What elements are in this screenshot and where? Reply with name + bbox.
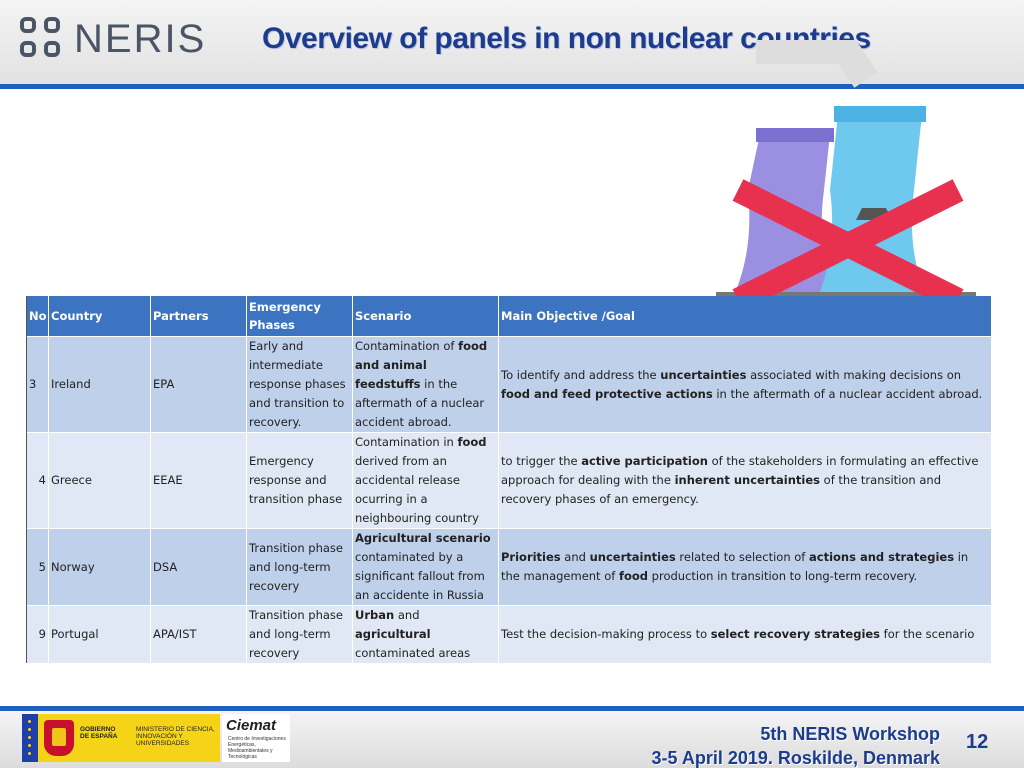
emphasis-text: agricultural <box>355 627 431 641</box>
neris-logo <box>20 17 206 61</box>
workshop-info <box>652 722 940 770</box>
emphasis-text: Agricultural scenario <box>355 531 491 545</box>
body-text: for the scenario <box>880 627 975 641</box>
body-text: Test the decision-making process to <box>501 627 711 641</box>
workshop-name: 5th NERIS Workshop <box>760 724 940 744</box>
cell-country: Greece <box>49 433 151 529</box>
ciemat-subtitle: Centro de Investigaciones Energéticas, Medioambientales y Tecnológicas <box>228 736 286 760</box>
ciemat-name: Ciemat <box>226 717 277 734</box>
header-country: Country <box>49 296 151 337</box>
workshop-date-location: 3-5 April 2019. Roskilde, Denmark <box>651 748 940 768</box>
spain-crest-icon <box>44 720 74 756</box>
header-goal: Main Objective /Goal <box>499 296 992 337</box>
page-title: Overview of panels in non nuclear countries <box>262 22 871 55</box>
neris-logo-icon <box>20 17 64 61</box>
page-number: 12 <box>966 731 989 753</box>
cell-country: Norway <box>49 529 151 606</box>
emphasis-text: uncertainties <box>660 367 747 382</box>
ministerio-label: MINISTERIO DE CIENCIA, INNOVACIÓN Y UNIVERSIDADES <box>136 726 215 747</box>
cell-phases: Early and intermediate response phases and transition to recovery. <box>247 337 353 433</box>
body-text: in the management of <box>501 550 969 583</box>
cell-phases: Emergency response and transition phase <box>247 433 353 529</box>
cell-phases: Transition phase and long-term recovery <box>247 606 353 664</box>
body-text: related to selection of <box>675 550 810 564</box>
cell-partners: APA/IST <box>151 606 247 664</box>
body-text: contaminated by a significant fallout from an accidente in Russia <box>355 550 485 602</box>
body-text: of the transition and recovery phases of an emergency. <box>501 473 942 506</box>
cell-scenario <box>353 433 499 529</box>
header-no: No <box>27 296 49 337</box>
header-scenario: Scenario <box>353 296 499 337</box>
header-phases: Emergency Phases <box>247 296 353 337</box>
logo-text: NERIS <box>74 16 207 61</box>
emphasis-text: select recovery strategies <box>710 627 881 641</box>
cell-country: Portugal <box>49 606 151 664</box>
body-text: Contamination in <box>355 435 458 449</box>
table-row <box>27 606 992 664</box>
body-text: of the stakeholders in formulating an effective approach for dealing with the <box>501 454 979 487</box>
cell-no: 4 <box>27 433 49 529</box>
body-text: in the aftermath of a nuclear accident abroad. <box>355 377 485 429</box>
nuclear-plant-icon <box>696 40 996 325</box>
header-partners: Partners <box>151 296 247 337</box>
emphasis-text: inherent uncertainties <box>674 473 820 487</box>
cell-goal <box>499 337 992 433</box>
cell-phases: Transition phase and long-term recovery <box>247 529 353 606</box>
gobierno-label: GOBIERNO DE ESPAÑA <box>80 726 118 740</box>
emphasis-text: food <box>457 435 487 449</box>
table-row <box>27 529 992 606</box>
body-text: Contamination of <box>355 339 459 353</box>
body-text: contaminated areas <box>355 646 471 660</box>
table-row <box>27 337 992 433</box>
cell-no: 3 <box>27 337 49 433</box>
body-text: associated with making decisions on <box>746 367 962 382</box>
body-text: and <box>394 608 420 622</box>
cell-partners: EPA <box>151 337 247 433</box>
cell-no: 9 <box>27 606 49 664</box>
body-text: in the aftermath of a nuclear accident abroad. <box>712 386 983 401</box>
cell-country: Ireland <box>49 337 151 433</box>
cell-no: 5 <box>27 529 49 606</box>
cell-partners: DSA <box>151 529 247 606</box>
panels-table <box>26 296 992 663</box>
table-header-row <box>27 296 992 337</box>
cell-partners: EEAE <box>151 433 247 529</box>
emphasis-text: Priorities <box>501 550 561 564</box>
body-text: production in transition to long-term recovery. <box>648 569 918 583</box>
cell-scenario <box>353 606 499 664</box>
emphasis-text: food and animal feedstuffs <box>355 339 488 391</box>
body-text: derived from an accidental release ocurring in a neighbouring country <box>355 454 479 525</box>
cell-scenario <box>353 529 499 606</box>
emphasis-text: uncertainties <box>589 550 676 564</box>
emphasis-text: active participation <box>581 454 708 468</box>
emphasis-text: food and feed protective actions <box>501 386 713 401</box>
table-row <box>27 433 992 529</box>
body-text: and <box>560 550 590 564</box>
cell-scenario <box>353 337 499 433</box>
spain-flag-icon <box>22 714 38 762</box>
emphasis-text: actions and strategies <box>809 550 955 564</box>
cell-goal <box>499 433 992 529</box>
body-text: To identify and address the <box>501 367 661 382</box>
emphasis-text: food <box>618 569 649 583</box>
ciemat-logo <box>222 714 290 762</box>
spanish-government-logo <box>22 714 220 762</box>
body-text: to trigger the <box>501 454 582 468</box>
emphasis-text: Urban <box>355 608 395 622</box>
cell-goal <box>499 606 992 664</box>
cell-goal <box>499 529 992 606</box>
